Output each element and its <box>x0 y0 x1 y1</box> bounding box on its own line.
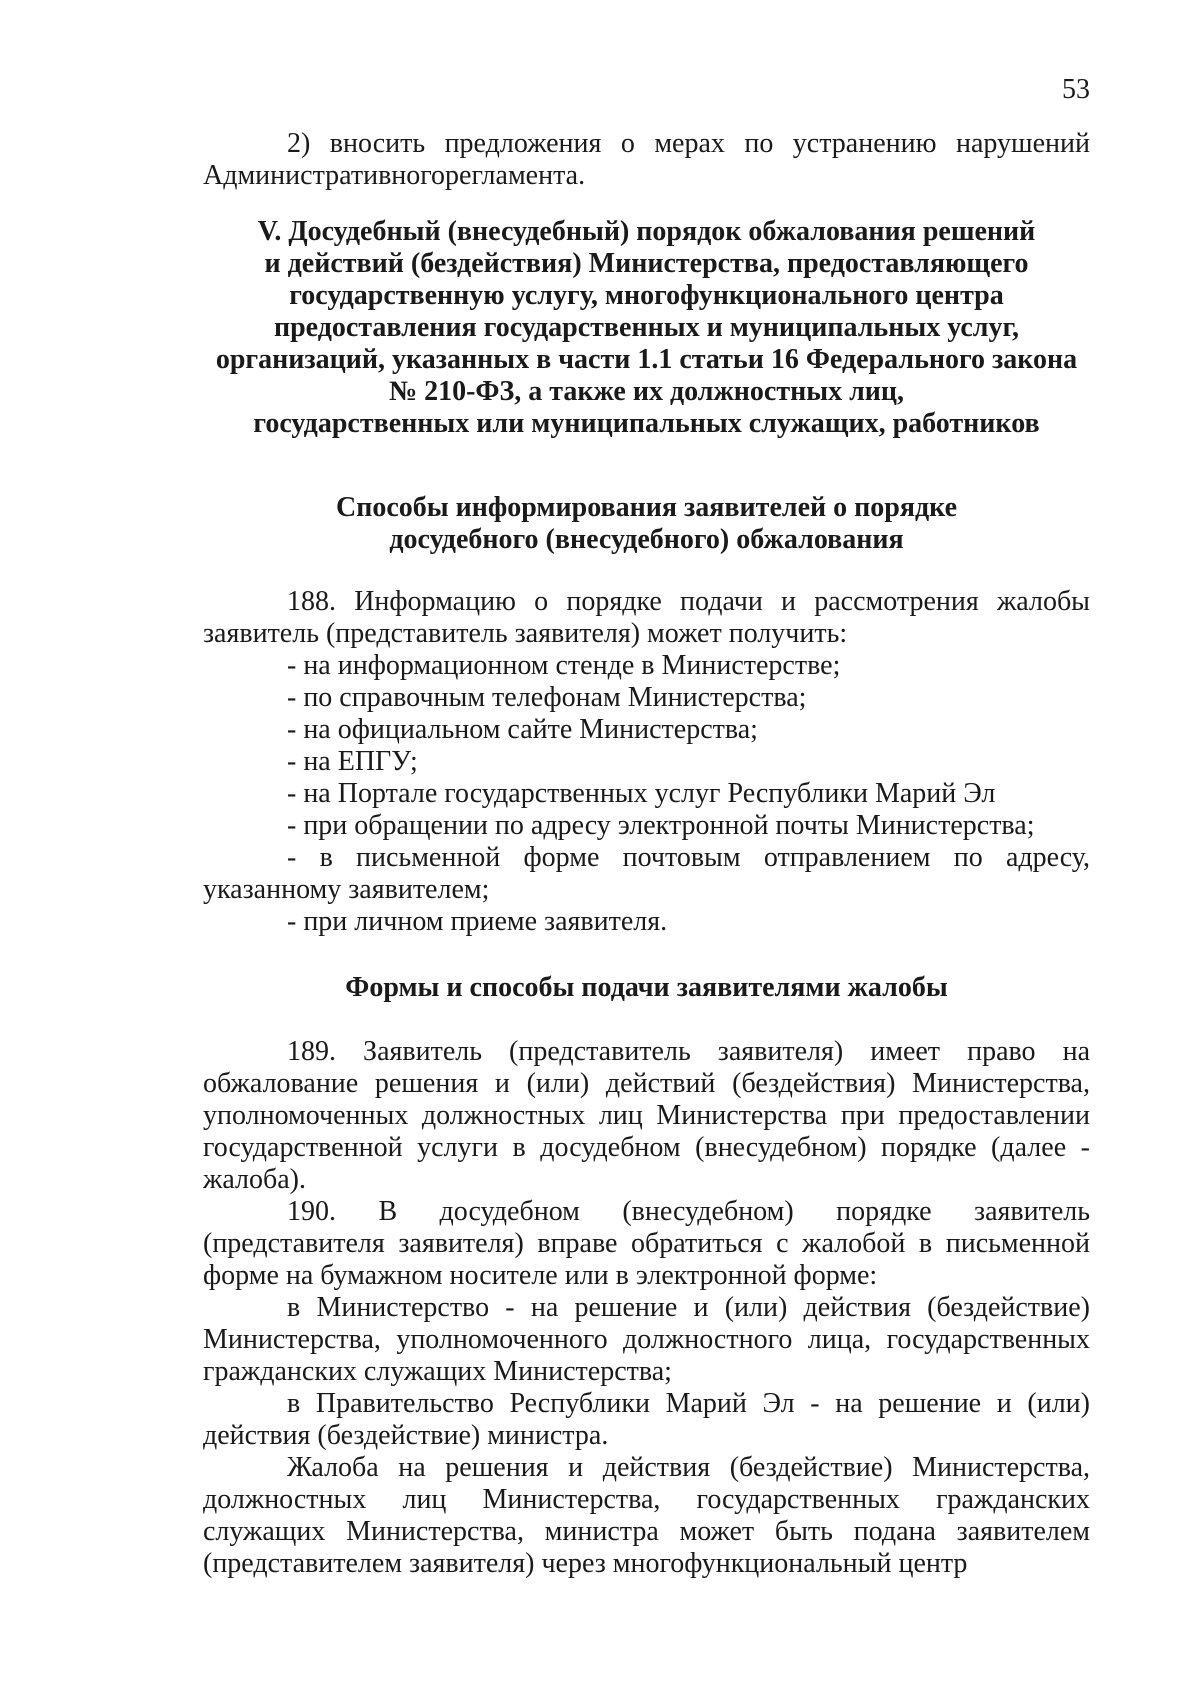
page-number: 53 <box>1062 74 1090 105</box>
subheading-forms <box>203 972 1090 1004</box>
intro-paragraph: 2) вносить предложения о мерах по устранению нарушений Административногорегламента. <box>203 128 1090 191</box>
paragraph-189: 189. Заявитель (представитель заявителя) имеет право на обжалование решения и (или) действий (бездействия) Министерства, уполномоченных должностных лиц Министерства при предоставлении государственной услуги в досудебном (внесудебном) порядке (далее - жалоба). <box>203 1036 1090 1195</box>
list-item: - в письменной форме почтовым отправлением по адресу, указанному заявителем; <box>203 842 1090 905</box>
subheading-line: Формы и способы подачи заявителями жалобы <box>345 972 948 1003</box>
list-item: - при личном приеме заявителя. <box>287 906 668 937</box>
section-title-line: V. Досудебный (внесудебный) порядок обжалования решений <box>257 216 1036 247</box>
subheading-informing <box>203 492 1090 556</box>
section-title <box>203 216 1090 440</box>
list-item: - на ЕПГУ; <box>287 746 418 777</box>
paragraph-190-mfc: Жалоба на решения и действия (бездействие) Министерства, должностных лиц Министерства, государственных гражданских служащих Министерства, министра может быть подана заявителем (представителем заявителя) через многофункциональный центр <box>203 1452 1090 1579</box>
paragraph-190-government: в Правительство Республики Марий Эл - на решение и (или) действия (бездействие) министра. <box>203 1388 1090 1451</box>
list-item: - на информационном стенде в Министерстве; <box>287 650 841 681</box>
list-item: - на Портале государственных услуг Республики Марий Эл <box>287 778 996 809</box>
section-title-line: предоставления государственных и муниципальных услуг, <box>273 312 1020 343</box>
list-item: - на официальном сайте Министерства; <box>287 714 758 745</box>
section-title-line: № 210-ФЗ, а также их должностных лиц, <box>388 376 905 407</box>
paragraph-190: 190. В досудебном (внесудебном) порядке заявитель (представителя заявителя) вправе обратиться с жалобой в письменной форме на бумажном носителе или в электронной форме: <box>203 1196 1090 1291</box>
list-item: - при обращении по адресу электронной почты Министерства; <box>287 810 1035 841</box>
subheading-line: досудебного (внесудебного) обжалования <box>389 524 904 555</box>
section-title-line: государственную услугу, многофункционального центра <box>289 280 1004 311</box>
intro-paragraph-block <box>203 128 1090 192</box>
paragraph-188: 188. Информацию о порядке подачи и рассмотрения жалобы заявитель (представитель заявителя) может получить: <box>203 586 1090 649</box>
list-item: - по справочным телефонам Министерства; <box>287 682 807 713</box>
subheading-line: Способы информирования заявителей о порядке <box>335 492 958 523</box>
section-title-line: организаций, указанных в части 1.1 статьи 16 Федерального закона <box>215 344 1078 375</box>
section-title-line: государственных или муниципальных служащих, работников <box>253 408 1040 439</box>
paragraphs-189-190-block <box>203 1036 1090 1580</box>
paragraph-190-ministry: в Министерство - на решение и (или) действия (бездействие) Министерства, уполномоченного должностного лица, государственных гражданских служащих Министерства; <box>203 1292 1090 1387</box>
section-title-line: и действий (бездействия) Министерства, предоставляющего <box>264 248 1029 279</box>
paragraph-188-block <box>203 586 1090 938</box>
